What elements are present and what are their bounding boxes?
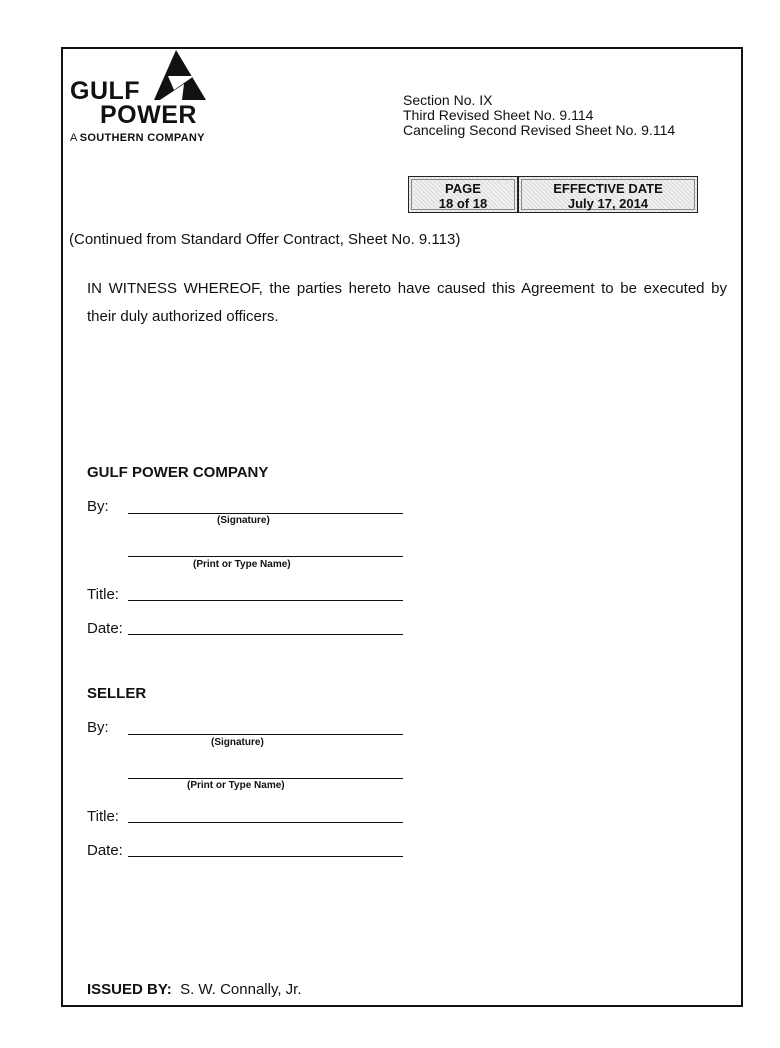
seller-title-line[interactable] [128, 822, 403, 823]
company-heading: GULF POWER COMPANY [87, 464, 269, 481]
seller-date-line[interactable] [128, 856, 403, 857]
seller-heading: SELLER [87, 685, 147, 702]
company-signature-line[interactable] [128, 513, 403, 514]
effective-date-value: July 17, 2014 [567, 196, 649, 211]
company-by-label: By: [87, 498, 109, 515]
logo-tag-company: SOUTHERN COMPANY [79, 132, 205, 144]
gulf-power-logo-mark-icon [154, 50, 206, 104]
company-name-caption: (Print or Type Name) [193, 559, 291, 570]
logo-tagline [70, 133, 205, 144]
seller-date-label: Date: [87, 842, 123, 859]
continued-note: (Continued from Standard Offer Contract, Sheet No. 9.113) [69, 231, 461, 248]
witness-paragraph: IN WITNESS WHEREOF, the parties hereto have caused this Agreement to be executed by their duly authorized officers. [87, 280, 727, 325]
company-date-label: Date: [87, 620, 123, 637]
canceling-sheet: Canceling Second Revised Sheet No. 9.114 [403, 122, 676, 138]
seller-signature-line[interactable] [128, 734, 403, 735]
company-title-line[interactable] [128, 600, 403, 601]
issued-by-label: ISSUED BY: [87, 981, 172, 998]
company-title-label: Title: [87, 586, 119, 603]
issued-by-name: S. W. Connally, Jr. [180, 981, 302, 998]
page-box-label: PAGE [445, 181, 481, 196]
company-signature-caption: (Signature) [217, 515, 270, 526]
seller-name-caption: (Print or Type Name) [187, 780, 285, 791]
effective-date-box [518, 176, 698, 213]
seller-signature-caption: (Signature) [211, 737, 264, 748]
company-name-line[interactable] [128, 556, 403, 557]
company-date-line[interactable] [128, 634, 403, 635]
logo-text-power: POWER [100, 101, 197, 129]
logo-text-gulf: GULF [70, 77, 141, 105]
logo-tag-prefix: A [70, 132, 80, 144]
effective-date-label: EFFECTIVE DATE [553, 181, 663, 196]
revised-sheet: Third Revised Sheet No. 9.114 [403, 107, 594, 123]
seller-title-label: Title: [87, 808, 119, 825]
seller-name-line[interactable] [128, 778, 403, 779]
page-box [408, 176, 518, 213]
issued-by [87, 982, 302, 997]
seller-by-label: By: [87, 719, 109, 736]
page-box-value: 18 of 18 [438, 196, 488, 211]
section-number: Section No. IX [403, 92, 493, 108]
